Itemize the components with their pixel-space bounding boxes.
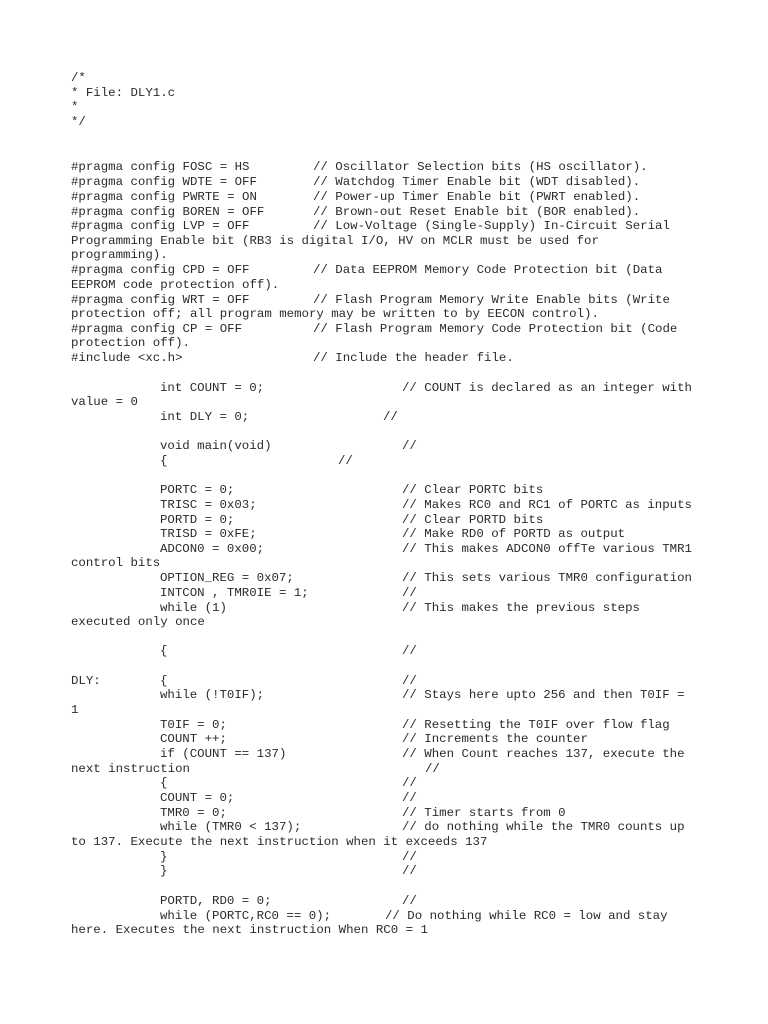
code-comment: // Do nothing while RC0 = low and stay (385, 909, 668, 923)
code-line: programming). (71, 248, 168, 262)
code-comment: // Increments the counter (402, 732, 588, 746)
code-comment: // (402, 439, 417, 453)
code-line: PORTD = 0; (160, 513, 235, 527)
code-comment: // Clear PORTC bits (402, 483, 544, 497)
code-comment: // (383, 410, 398, 424)
code-line: 1 (71, 703, 79, 717)
code-line: protection off). (71, 336, 190, 350)
code-comment: // This sets various TMR0 configuration (402, 571, 692, 585)
code-line: PORTC = 0; (160, 483, 235, 497)
code-line: protection off; all program memory may be written to by EECON control). (71, 307, 599, 321)
code-comment: // Makes RC0 and RC1 of PORTC as inputs (402, 498, 692, 512)
code-line: int COUNT = 0; (160, 381, 265, 395)
code-comment: // Power-up Timer Enable bit (PWRT enabled). (313, 190, 641, 204)
code-line: ADCON0 = 0x00; (160, 542, 265, 556)
code-comment: // When Count reaches 137, execute the (402, 747, 685, 761)
code-comment: // This makes the previous steps (402, 601, 640, 615)
code-comment: // (425, 762, 440, 776)
code-line: while (PORTC,RC0 == 0); (160, 909, 332, 923)
code-comment: // (402, 850, 417, 864)
code-line: { (160, 644, 168, 658)
code-line: PORTD, RD0 = 0; (160, 894, 272, 908)
code-label: DLY: (71, 674, 101, 688)
code-comment: // Low-Voltage (Single-Supply) In-Circuit Serial (313, 219, 670, 233)
code-line: Programming Enable bit (RB3 is digital I/O, HV on MCLR must be used for (71, 234, 599, 248)
code-comment: // Resetting the T0IF over flow flag (402, 718, 670, 732)
code-line: #pragma config PWRTE = ON (71, 190, 257, 204)
code-comment: // Flash Program Memory Code Protection bit (Code (313, 322, 678, 336)
code-comment: // Make RD0 of PORTD as output (402, 527, 626, 541)
code-line: #include <xc.h> (71, 351, 183, 365)
code-comment: // (402, 644, 417, 658)
code-line: while (1) (160, 601, 227, 615)
code-line: here. Executes the next instruction When RC0 = 1 (71, 923, 428, 937)
code-line: INTCON , TMR0IE = 1; (160, 586, 309, 600)
code-line: control bits (71, 556, 161, 570)
code-line: COUNT ++; (160, 732, 227, 746)
code-line: if (COUNT == 137) (160, 747, 287, 761)
code-line: TRISD = 0xFE; (160, 527, 257, 541)
code-line: */ (71, 115, 86, 129)
code-comment: // (402, 776, 417, 790)
code-line: OPTION_REG = 0x07; (160, 571, 294, 585)
code-line: while (TMR0 < 137); (160, 820, 302, 834)
code-line: #pragma config FOSC = HS (71, 160, 250, 174)
code-line: value = 0 (71, 395, 138, 409)
code-line: T0IF = 0; (160, 718, 227, 732)
code-comment: // do nothing while the TMR0 counts up (402, 820, 685, 834)
code-line: { (160, 776, 168, 790)
code-line: { (160, 674, 168, 688)
code-line: while (!T0IF); (160, 688, 265, 702)
code-comment: // Stays here upto 256 and then T0IF = (402, 688, 685, 702)
code-line: #pragma config BOREN = OFF (71, 205, 265, 219)
code-comment: // Watchdog Timer Enable bit (WDT disabled). (313, 175, 641, 189)
code-line: #pragma config CP = OFF (71, 322, 243, 336)
code-line: #pragma config WDTE = OFF (71, 175, 257, 189)
code-line: COUNT = 0; (160, 791, 235, 805)
code-line: } (160, 864, 168, 878)
code-comment: // COUNT is declared as an integer with (402, 381, 692, 395)
code-comment: // (402, 894, 417, 908)
code-comment: // Flash Program Memory Write Enable bits (Write (313, 293, 670, 307)
code-comment: // (338, 454, 353, 468)
code-line: * File: DLY1.c (71, 86, 176, 100)
code-line: next instruction (71, 762, 190, 776)
code-line: executed only once (71, 615, 205, 629)
code-comment: // (402, 791, 417, 805)
code-comment: // Brown-out Reset Enable bit (BOR enabled). (313, 205, 641, 219)
code-comment: // Timer starts from 0 (402, 806, 566, 820)
code-line: #pragma config CPD = OFF (71, 263, 250, 277)
code-line: } (160, 850, 168, 864)
code-comment: // Data EEPROM Memory Code Protection bit (Data (313, 263, 663, 277)
code-line: #pragma config WRT = OFF (71, 293, 250, 307)
code-comment: // Clear PORTD bits (402, 513, 544, 527)
code-comment: // Include the header file. (313, 351, 514, 365)
code-line: TMR0 = 0; (160, 806, 227, 820)
code-comment: // (402, 864, 417, 878)
code-line: EEPROM code protection off). (71, 278, 280, 292)
code-line: /* (71, 71, 86, 85)
code-line: #pragma config LVP = OFF (71, 219, 250, 233)
code-comment: // (402, 586, 417, 600)
code-comment: // (402, 674, 417, 688)
code-line: TRISC = 0x03; (160, 498, 257, 512)
code-comment: // This makes ADCON0 offTe various TMR1 (402, 542, 692, 556)
code-line: void main(void) (160, 439, 272, 453)
code-line: to 137. Execute the next instruction when it exceeds 137 (71, 835, 488, 849)
code-line: { (160, 454, 168, 468)
code-line: * (71, 100, 79, 114)
code-line: int DLY = 0; (160, 410, 250, 424)
code-comment: // Oscillator Selection bits (HS oscillator). (313, 160, 648, 174)
